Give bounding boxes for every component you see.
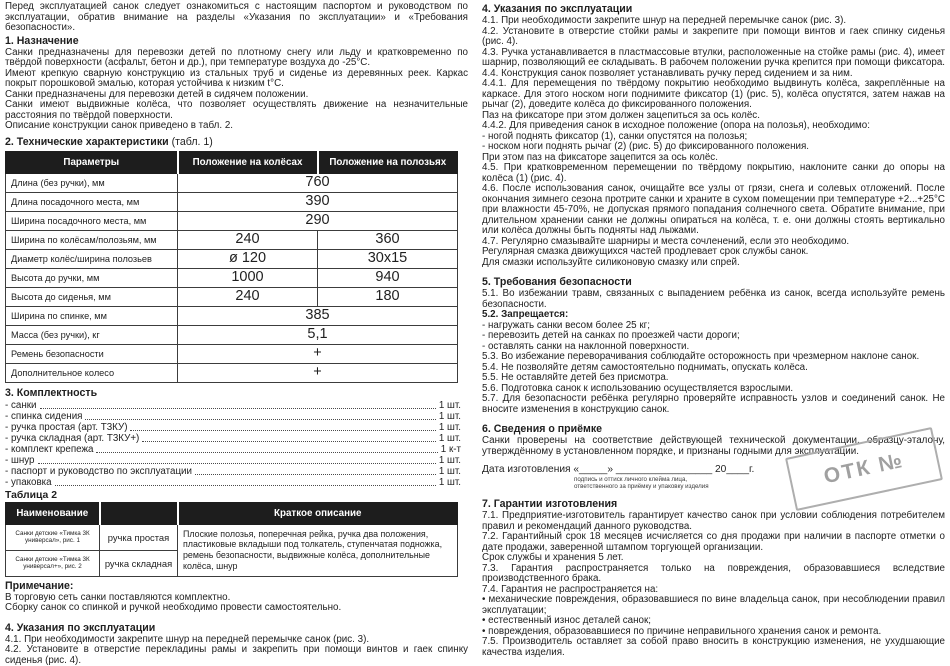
- value-cell: 360: [318, 230, 458, 249]
- section-title-package: 3. Комплектность: [5, 386, 98, 399]
- table-row: [6, 192, 458, 211]
- paragraph: Санки предназначены для перевозки детей по плотному снегу или льду и кратковременно по твёрдой поверхности (асфальт, бетон и др.), при температуре воздуха до -25°С.: [5, 46, 468, 68]
- param-cell: Длина (без ручки), мм: [6, 173, 178, 192]
- param-cell: Высота до сиденья, мм: [6, 287, 178, 306]
- paragraph: Описание конструкции санок приведено в табл. 2.: [5, 120, 234, 131]
- item-label: - комплект крепежа: [5, 443, 94, 455]
- section-title-suffix: (табл. 1): [168, 135, 213, 148]
- paragraph: 4.2. Установите в отверстие стойки рамы и закрепите при помощи винтов и гаек спинку сиденья (рис. 4).: [482, 25, 945, 47]
- item-label: - санки: [5, 399, 37, 411]
- value-cell: 385: [178, 306, 458, 325]
- paragraph: • повреждения, образовавшиеся по причине неправильного хранения санок и ремонта.: [482, 625, 882, 637]
- param-cell: Длина посадочного места, мм: [6, 192, 178, 211]
- paragraph: Имеют крепкую сварную конструкцию из стальных труб и сиденье из деревянных реек. Каркас покрыт порошковой эмалью, которая устойчива к низким t°С.: [5, 67, 468, 89]
- table-row: [6, 211, 458, 230]
- value-cell: 940: [318, 268, 458, 287]
- paragraph: Санки имеют выдвижные колёса, что позволяет осуществлять движение на незначительные расстояния по твёрдой поверхности.: [5, 99, 468, 121]
- item-qty: 1 шт.: [438, 476, 461, 488]
- table2-label: Таблица 2: [5, 489, 57, 501]
- table-header-row: [6, 502, 458, 524]
- item-qty: 1 шт.: [438, 465, 461, 477]
- paragraph: 4.1. При необходимости закрепите шнур на передней перемычке санок (рис. 3).: [482, 15, 847, 26]
- handle-cell: ручка простая: [100, 524, 178, 550]
- item-label: - шнур: [5, 454, 35, 466]
- table-row: [6, 230, 458, 249]
- package-item: [5, 422, 461, 433]
- header-cell: Положение на полозьях: [318, 151, 458, 173]
- item-label: - спинка сидения: [5, 410, 83, 422]
- signature-caption: подпись и оттиск личного клейма лица, ответственного за приёмку и упаковку изделия: [574, 476, 709, 491]
- param-cell: Ширина по спинке, мм: [6, 306, 178, 325]
- paragraph: 4.4.1. Для перемещения по твёрдому покрытию необходимо выдвинуть колёса, закреплённые на каркасе. Для этого носком ноги поднимите фиксатор (1) (рис. 5), колёса опустятся, затем нажав на рычаг (2), доведите колёса до фиксированного положения.: [482, 78, 945, 110]
- section-title-safety: 5. Требования безопасности: [482, 276, 632, 288]
- dotted-leader: [38, 463, 436, 464]
- table-header-row: [6, 151, 458, 173]
- table-row: [6, 306, 458, 325]
- description-cell: Плоские полозья, поперечная рейка, ручка два положения, пластиковые вкладыши под толкатель, ступенчатая подножка, ремень безопасности, выдвижные колёса, дополнительные колёса, шнур: [178, 524, 458, 576]
- paragraph: 4.4. Конструкция санок позволяет устанавливать ручку перед сидением и за ним.: [482, 67, 853, 79]
- header-cell: Параметры: [6, 151, 178, 173]
- value-cell: 5,1: [178, 325, 458, 344]
- value-cell: 240: [178, 230, 318, 249]
- paragraph: 4.2. Установите в отверстие перекладины рамы и закрепить при помощи винтов и гаек спинку сиденья (рис. 4).: [5, 644, 468, 666]
- package-item: [5, 466, 461, 477]
- paragraph: - носком ноги поднять рычаг (2) (рис. 5) до фиксированного положения.: [482, 141, 809, 152]
- value-cell: 30х15: [318, 249, 458, 268]
- paragraph: 5.7. Для безопасности ребёнка регулярно проверяйте исправность узлов и соединений санок. Не вносите изменения в конструкцию санок.: [482, 393, 945, 415]
- paragraph: 5.3. Во избежание переворачивания соблюдайте осторожность при чрезмерном наклоне санок.: [482, 351, 920, 362]
- intro-paragraph: Перед эксплуатацией санок следует ознакомиться с настоящим паспортом и руководством по эксплуатации, обратив внимание на разделы «Указания по эксплуатации» и «Требования безопасности».: [5, 1, 468, 33]
- paragraph: - оставлять санки на наклонной поверхности.: [482, 340, 690, 352]
- param-cell: Диаметр колёс/ширина полозьев: [6, 249, 178, 268]
- value-cell: +: [178, 344, 458, 363]
- value-cell: 1000: [178, 268, 318, 287]
- paragraph: - ногой поднять фиксатор (1), санки опустятся на полозья;: [482, 130, 748, 142]
- left-column: [5, 2, 468, 666]
- otk-stamp: ОТК №: [785, 427, 943, 511]
- table-row: [6, 363, 458, 382]
- right-column: [482, 2, 945, 666]
- paragraph: 7.3. Гарантия распространяется только на повреждения, образовавшиеся вследствие производственного брака.: [482, 562, 945, 585]
- section-title-acceptance: 6. Сведения о приёмке: [482, 423, 603, 435]
- specs-table: [5, 151, 458, 383]
- paragraph: Санки предназначены для перевозки детей в сидячем положении.: [5, 88, 309, 100]
- paragraph: Паз на фиксаторе при этом должен зацепиться за ось колёс.: [482, 109, 760, 121]
- table-row: [6, 173, 458, 192]
- table-row: [6, 524, 458, 550]
- model-name-cell: Санки детские «Тимка 3К универсал», рис. 1: [6, 524, 100, 550]
- param-cell: Ремень безопасности: [6, 344, 178, 363]
- param-cell: Масса (без ручки), кг: [6, 325, 178, 344]
- paragraph: Сборку санок со спинкой и ручкой необходимо провести самостоятельно.: [5, 602, 342, 613]
- paragraph: • естественный износ деталей санок;: [482, 615, 651, 627]
- header-cell: Положение на колёсах: [178, 151, 318, 173]
- paragraph: Санки проверены на соответствие действующей технической документации, образцу-эталону, утверждённому в установленном порядке, и признаны годными для эксплуатации.: [482, 435, 945, 457]
- item-qty: 1 шт.: [438, 399, 461, 411]
- dotted-leader: [85, 419, 435, 420]
- value-cell: +: [178, 363, 458, 382]
- item-qty: 1 к-т: [440, 443, 461, 455]
- paragraph: 5.4. Не позволяйте детям самостоятельно поднимать, опускать колёса.: [482, 361, 808, 373]
- paragraph: 7.1. Предприятие-изготовитель гарантирует качество санок при условии соблюдения потребителем правил и рекомендаций данного руководства.: [482, 510, 945, 532]
- header-cell: Наименование: [6, 502, 100, 524]
- dotted-leader: [130, 430, 435, 431]
- paragraph: При этом паз на фиксаторе зацепится за ось колёс.: [482, 151, 718, 163]
- section-title-usage: 4. Указания по эксплуатации: [482, 3, 633, 15]
- model-name-cell: Санки детские «Тимка 3К универсал+», рис. 2: [6, 550, 100, 576]
- param-cell: Ширина посадочного места, мм: [6, 211, 178, 230]
- item-qty: 1 шт.: [438, 454, 461, 466]
- paragraph: 4.7. Регулярно смазывайте шарниры и места сочленений, если это необходимо.: [482, 235, 850, 247]
- item-label: - ручка простая (арт. Т3КУ): [5, 421, 128, 433]
- table-row: [6, 268, 458, 287]
- package-item: [5, 455, 461, 466]
- paragraph: Регулярная смазка движущихся частей продлевает срок службы санок.: [482, 246, 809, 257]
- paragraph: Срок службы и хранения 5 лет.: [482, 552, 624, 564]
- value-cell: 180: [318, 287, 458, 306]
- paragraph: - нагружать санки весом более 25 кг;: [482, 319, 650, 331]
- item-qty: 1 шт.: [438, 432, 461, 444]
- section-title-specs: 2. Технические характеристики (табл. 1): [5, 135, 213, 148]
- package-item: [5, 477, 461, 488]
- dotted-leader: [195, 474, 436, 475]
- table-row: [6, 249, 458, 268]
- dotted-leader: [40, 408, 436, 409]
- header-cell: Краткое описание: [178, 502, 458, 524]
- value-cell: 390: [178, 192, 458, 211]
- table-row: [6, 287, 458, 306]
- value-cell: 290: [178, 211, 458, 230]
- section-title-purpose: 1. Назначение: [5, 34, 79, 47]
- dotted-leader: [142, 441, 436, 442]
- package-item: [5, 433, 461, 444]
- item-label: - упаковка: [5, 476, 52, 488]
- item-label: - паспорт и руководство по эксплуатации: [5, 465, 192, 477]
- param-cell: Дополнительное колесо: [6, 363, 178, 382]
- table-row: [6, 325, 458, 344]
- item-qty: 1 шт.: [438, 410, 461, 422]
- dotted-leader: [55, 485, 436, 486]
- paragraph: 5.6. Подготовка санок к использованию осуществляется взрослыми.: [482, 382, 794, 394]
- paragraph: 5.1. Во избежании травм, связанных с выпадением ребёнка из санок, всегда используйте ремень безопасности.: [482, 288, 945, 310]
- package-item: [5, 444, 461, 455]
- paragraph: 4.5. При кратковременном перемещении по твёрдому покрытию, наклоните санки до опоры на колёса (1) (рис. 4).: [482, 162, 945, 184]
- paragraph: 4.6. После использования санок, очищайте все узлы от грязи, снега и солевых отложений. После окончания зимнего сезона протрите санки и храните в сухом помещении при температуре +2...+25°С при влажности 45-70%, не допуская прямого попадания солнечного света. Обратите внимание, при длительном хранении санки не должны опираться на колёса, т. е. они должны стоять вертикально или колёса должны быть подняты над лыжами.: [482, 183, 945, 236]
- header-cell: [100, 502, 178, 524]
- paragraph: 7.4. Гарантия не распространяется на:: [482, 583, 659, 595]
- manufacture-date-line: Дата изготовления «_____» _________________ 20____г.: [482, 464, 755, 475]
- value-cell: 760: [178, 173, 458, 192]
- manufacture-date-block: [482, 448, 945, 491]
- value-cell: ø 120: [178, 249, 318, 268]
- paragraph: 7.2. Гарантийный срок 18 месяцев исчисляется со дня продажи при наличии в паспорте отметки о дате продажи, заверенной штампом торгующей организации.: [482, 531, 945, 553]
- note-title: Примечание:: [5, 579, 74, 592]
- value-cell: 240: [178, 287, 318, 306]
- dotted-leader: [96, 452, 437, 453]
- section-title-warranty: 7. Гарантии изготовления: [482, 498, 618, 511]
- paragraph-bold: 5.2. Запрещается:: [482, 309, 569, 320]
- item-qty: 1 шт.: [438, 421, 461, 433]
- param-cell: Ширина по колёсам/полозьям, мм: [6, 230, 178, 249]
- paragraph: Для смазки используйте силиконовую смазку или спрей.: [482, 256, 740, 268]
- paragraph: 5.5. Не оставляйте детей без присмотра.: [482, 372, 669, 383]
- paragraph: • механические повреждения, образовавшиеся по вине владельца санок, при несоблюдении правил эксплуатации;: [482, 594, 945, 616]
- models-table: [5, 502, 458, 577]
- item-label: - ручка складная (арт. Т3КУ+): [5, 432, 140, 444]
- package-item: [5, 411, 461, 422]
- paragraph: 7.5. Производитель оставляет за собой право вносить в конструкцию изменения, не ухудшающие качества изделия.: [482, 636, 945, 658]
- paragraph: 4.1. При необходимости закрепите шнур на передней перемычке санок (рис. 3).: [5, 633, 370, 645]
- paragraph: 4.3. Ручка устанавливается в пластмассовые втулки, расположенные на стойке рамы (рис. 4), имеет шарнир, позволяющий ее складывать. В рабочем положении ручка крепится при помощи фиксатора.: [482, 46, 946, 68]
- table-row: [6, 344, 458, 363]
- param-cell: Высота до ручки, мм: [6, 268, 178, 287]
- paragraph: 4.4.2. Для приведения санок в исходное положение (опора на полозья), необходимо:: [482, 120, 870, 131]
- package-item: [5, 400, 461, 411]
- paragraph: - перевозить детей на санках по проезжей части дороги;: [482, 330, 740, 341]
- section-title-usage-left: 4. Указания по эксплуатации: [5, 621, 156, 634]
- handle-cell: ручка складная: [100, 550, 178, 576]
- paragraph: В торговую сеть санки поставляются комплектно.: [5, 591, 231, 603]
